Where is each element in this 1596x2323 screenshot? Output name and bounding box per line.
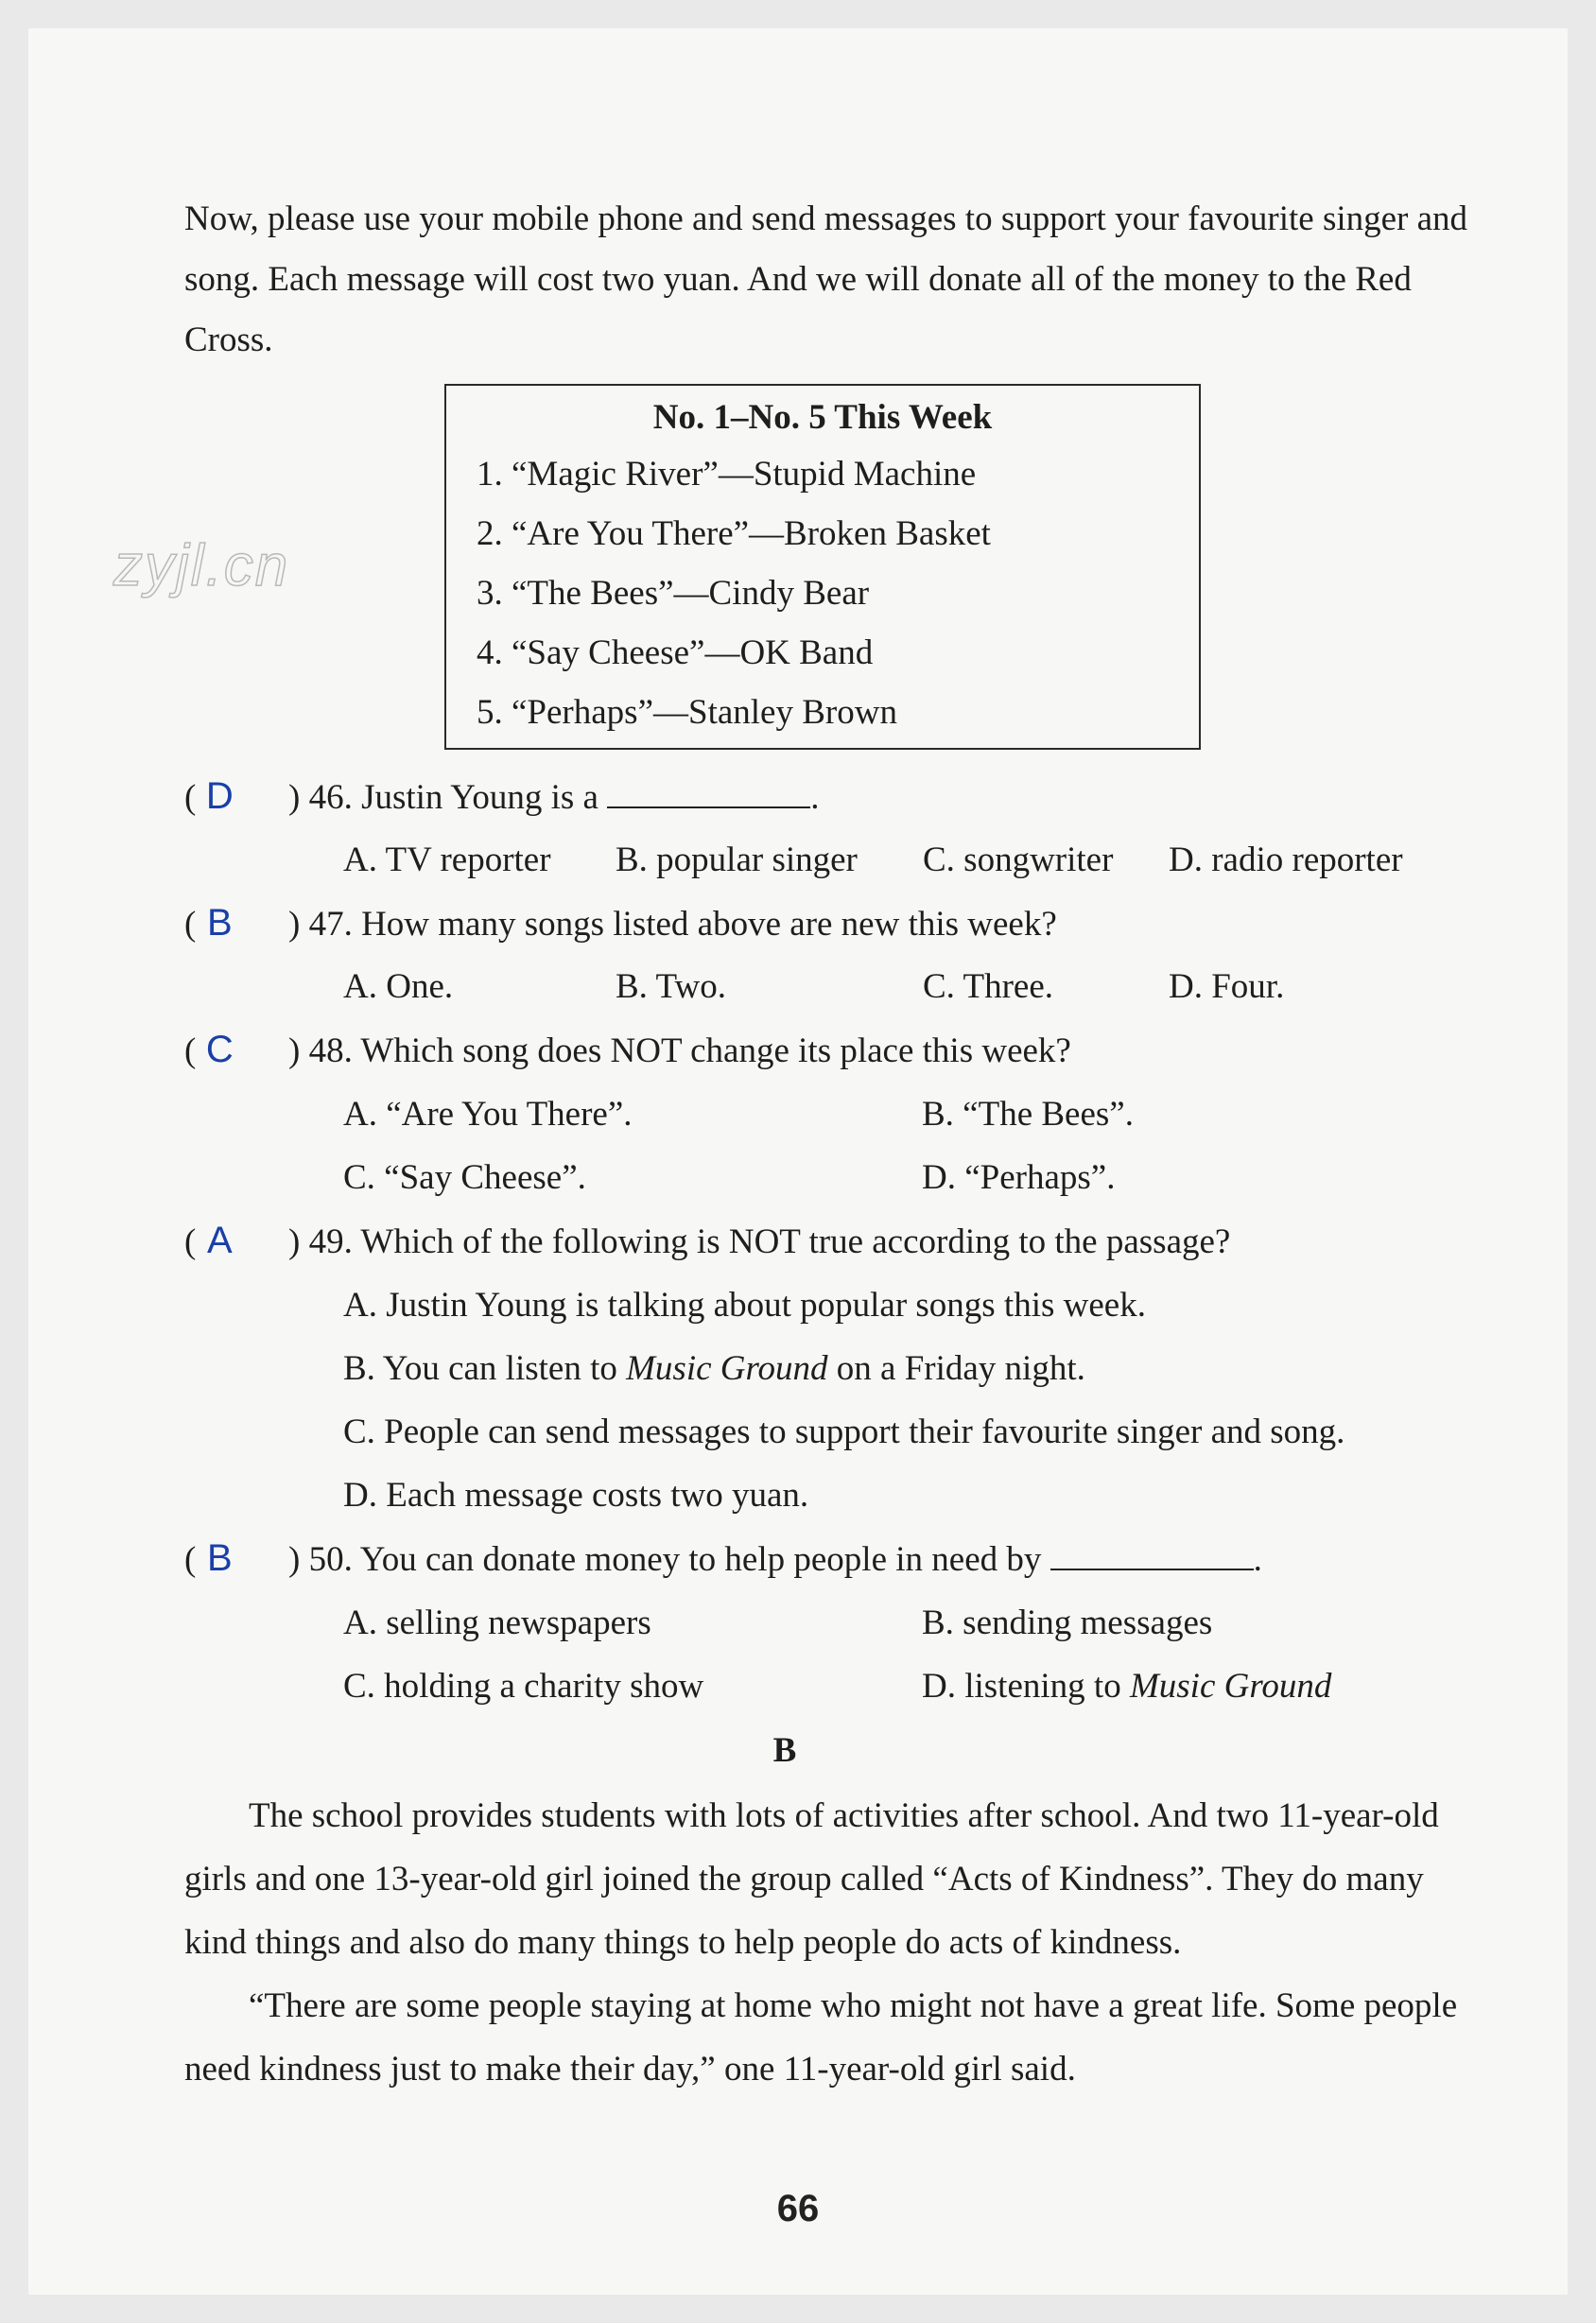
answer-mark: B — [206, 902, 233, 944]
answer-mark: C — [205, 1029, 234, 1070]
question-48: ( C ) 48. Which song does NOT change its place this week? A. “Are You There”. B. “The Bees”. C. “Say Cheese”. D. “Perhaps”. — [184, 1018, 1480, 1209]
answer-mark: A — [206, 1220, 233, 1261]
option-c: C. Three. — [923, 967, 1054, 1006]
option-d: D. listening to Music Ground — [922, 1667, 1332, 1706]
option-d: D. “Perhaps”. — [922, 1158, 1116, 1197]
chart-title: No. 1–No. 5 This Week — [652, 398, 993, 437]
option-d: D. Four. — [1169, 967, 1285, 1006]
option-c: C. “Say Cheese”. — [343, 1158, 586, 1197]
question-stem: ) 47. How many songs listed above are new this week? — [288, 905, 1057, 944]
passage-paragraph: “There are some people staying at home who might not have a great life. Some people need kindness just to make their day,” one 11-year-old girl said. — [184, 1986, 1458, 2089]
option-a: A. “Are You There”. — [343, 1095, 633, 1134]
top-five-chart — [444, 384, 1201, 750]
option-d: D. radio reporter — [1169, 841, 1403, 879]
option-d: D. Each message costs two yuan. — [343, 1476, 809, 1515]
question-50: ( B ) 50. You can donate money to help people in need by . A. selling newspapers B. sending messages C. holding a charity show D. listening to Music Ground — [184, 1527, 1480, 1718]
chart-item: 1. “Magic River”—Stupid Machine — [477, 455, 977, 494]
question-stem: ) 48. Which song does NOT change its place this week? — [288, 1031, 1071, 1070]
option-b: B. popular singer — [616, 841, 858, 879]
chart-item: 5. “Perhaps”—Stanley Brown — [477, 693, 897, 732]
question-47: ( B ) 47. How many songs listed above are new this week? A. One. B. Two. C. Three. D. Four. — [184, 892, 1480, 1018]
option-b: B. You can listen to Music Ground on a Friday night. — [343, 1349, 1085, 1388]
page-content — [184, 189, 1480, 2101]
passage-paragraph: The school provides students with lots of activities after school. And two 11-year-old girls and one 13-year-old girl joined the group called “Acts of Kindness”. They do many kind things and also do many things to help people do acts of kindness. — [184, 1796, 1439, 1962]
answer-mark: D — [205, 775, 234, 817]
option-b: B. sending messages — [922, 1604, 1213, 1642]
option-a: A. Justin Young is talking about popular songs this week. — [343, 1286, 1146, 1325]
option-b: B. Two. — [616, 967, 726, 1006]
option-a: A. selling newspapers — [343, 1604, 651, 1642]
section-heading: B — [772, 1731, 797, 1770]
option-a: A. One. — [343, 967, 454, 1006]
answer-mark: B — [206, 1537, 233, 1579]
option-c: C. People can send messages to support their favourite singer and song. — [343, 1413, 1345, 1451]
option-c: C. songwriter — [923, 841, 1114, 879]
option-a: A. TV reporter — [343, 841, 551, 879]
answer-blank — [607, 780, 810, 808]
question-stem: ) 50. You can donate money to help people in need by — [288, 1540, 1042, 1579]
watermark: zyjl.cn — [113, 533, 290, 598]
chart-item: 4. “Say Cheese”—OK Band — [477, 633, 874, 672]
chart-item: 2. “Are You There”—Broken Basket — [477, 514, 991, 553]
question-stem: ) 46. Justin Young is a — [288, 778, 598, 817]
question-stem: ) 49. Which of the following is NOT true according to the passage? — [288, 1222, 1231, 1261]
question-49: ( A ) 49. Which of the following is NOT true according to the passage? A. Justin Young is talking about popular songs this week. B. You can listen to Music Ground on a Friday night. C. People can send messages to support their favourite singer and song. D. Each message costs two yuan. — [184, 1209, 1480, 1527]
option-b: B. “The Bees”. — [922, 1095, 1134, 1134]
paren-open: ( — [184, 778, 197, 817]
intro-paragraph: Now, please use your mobile phone and send messages to support your favourite singer and song. Each message will cost two yuan. And we will donate all of the money to the Red Cross. — [184, 199, 1468, 359]
question-46: ( D ) 46. Justin Young is a . A. TV reporter B. popular singer C. songwriter D. radio reporter — [184, 765, 1480, 892]
page-number: 66 — [776, 2188, 820, 2229]
option-c: C. holding a charity show — [343, 1667, 704, 1706]
chart-item: 3. “The Bees”—Cindy Bear — [477, 574, 870, 613]
answer-blank — [1050, 1542, 1254, 1570]
